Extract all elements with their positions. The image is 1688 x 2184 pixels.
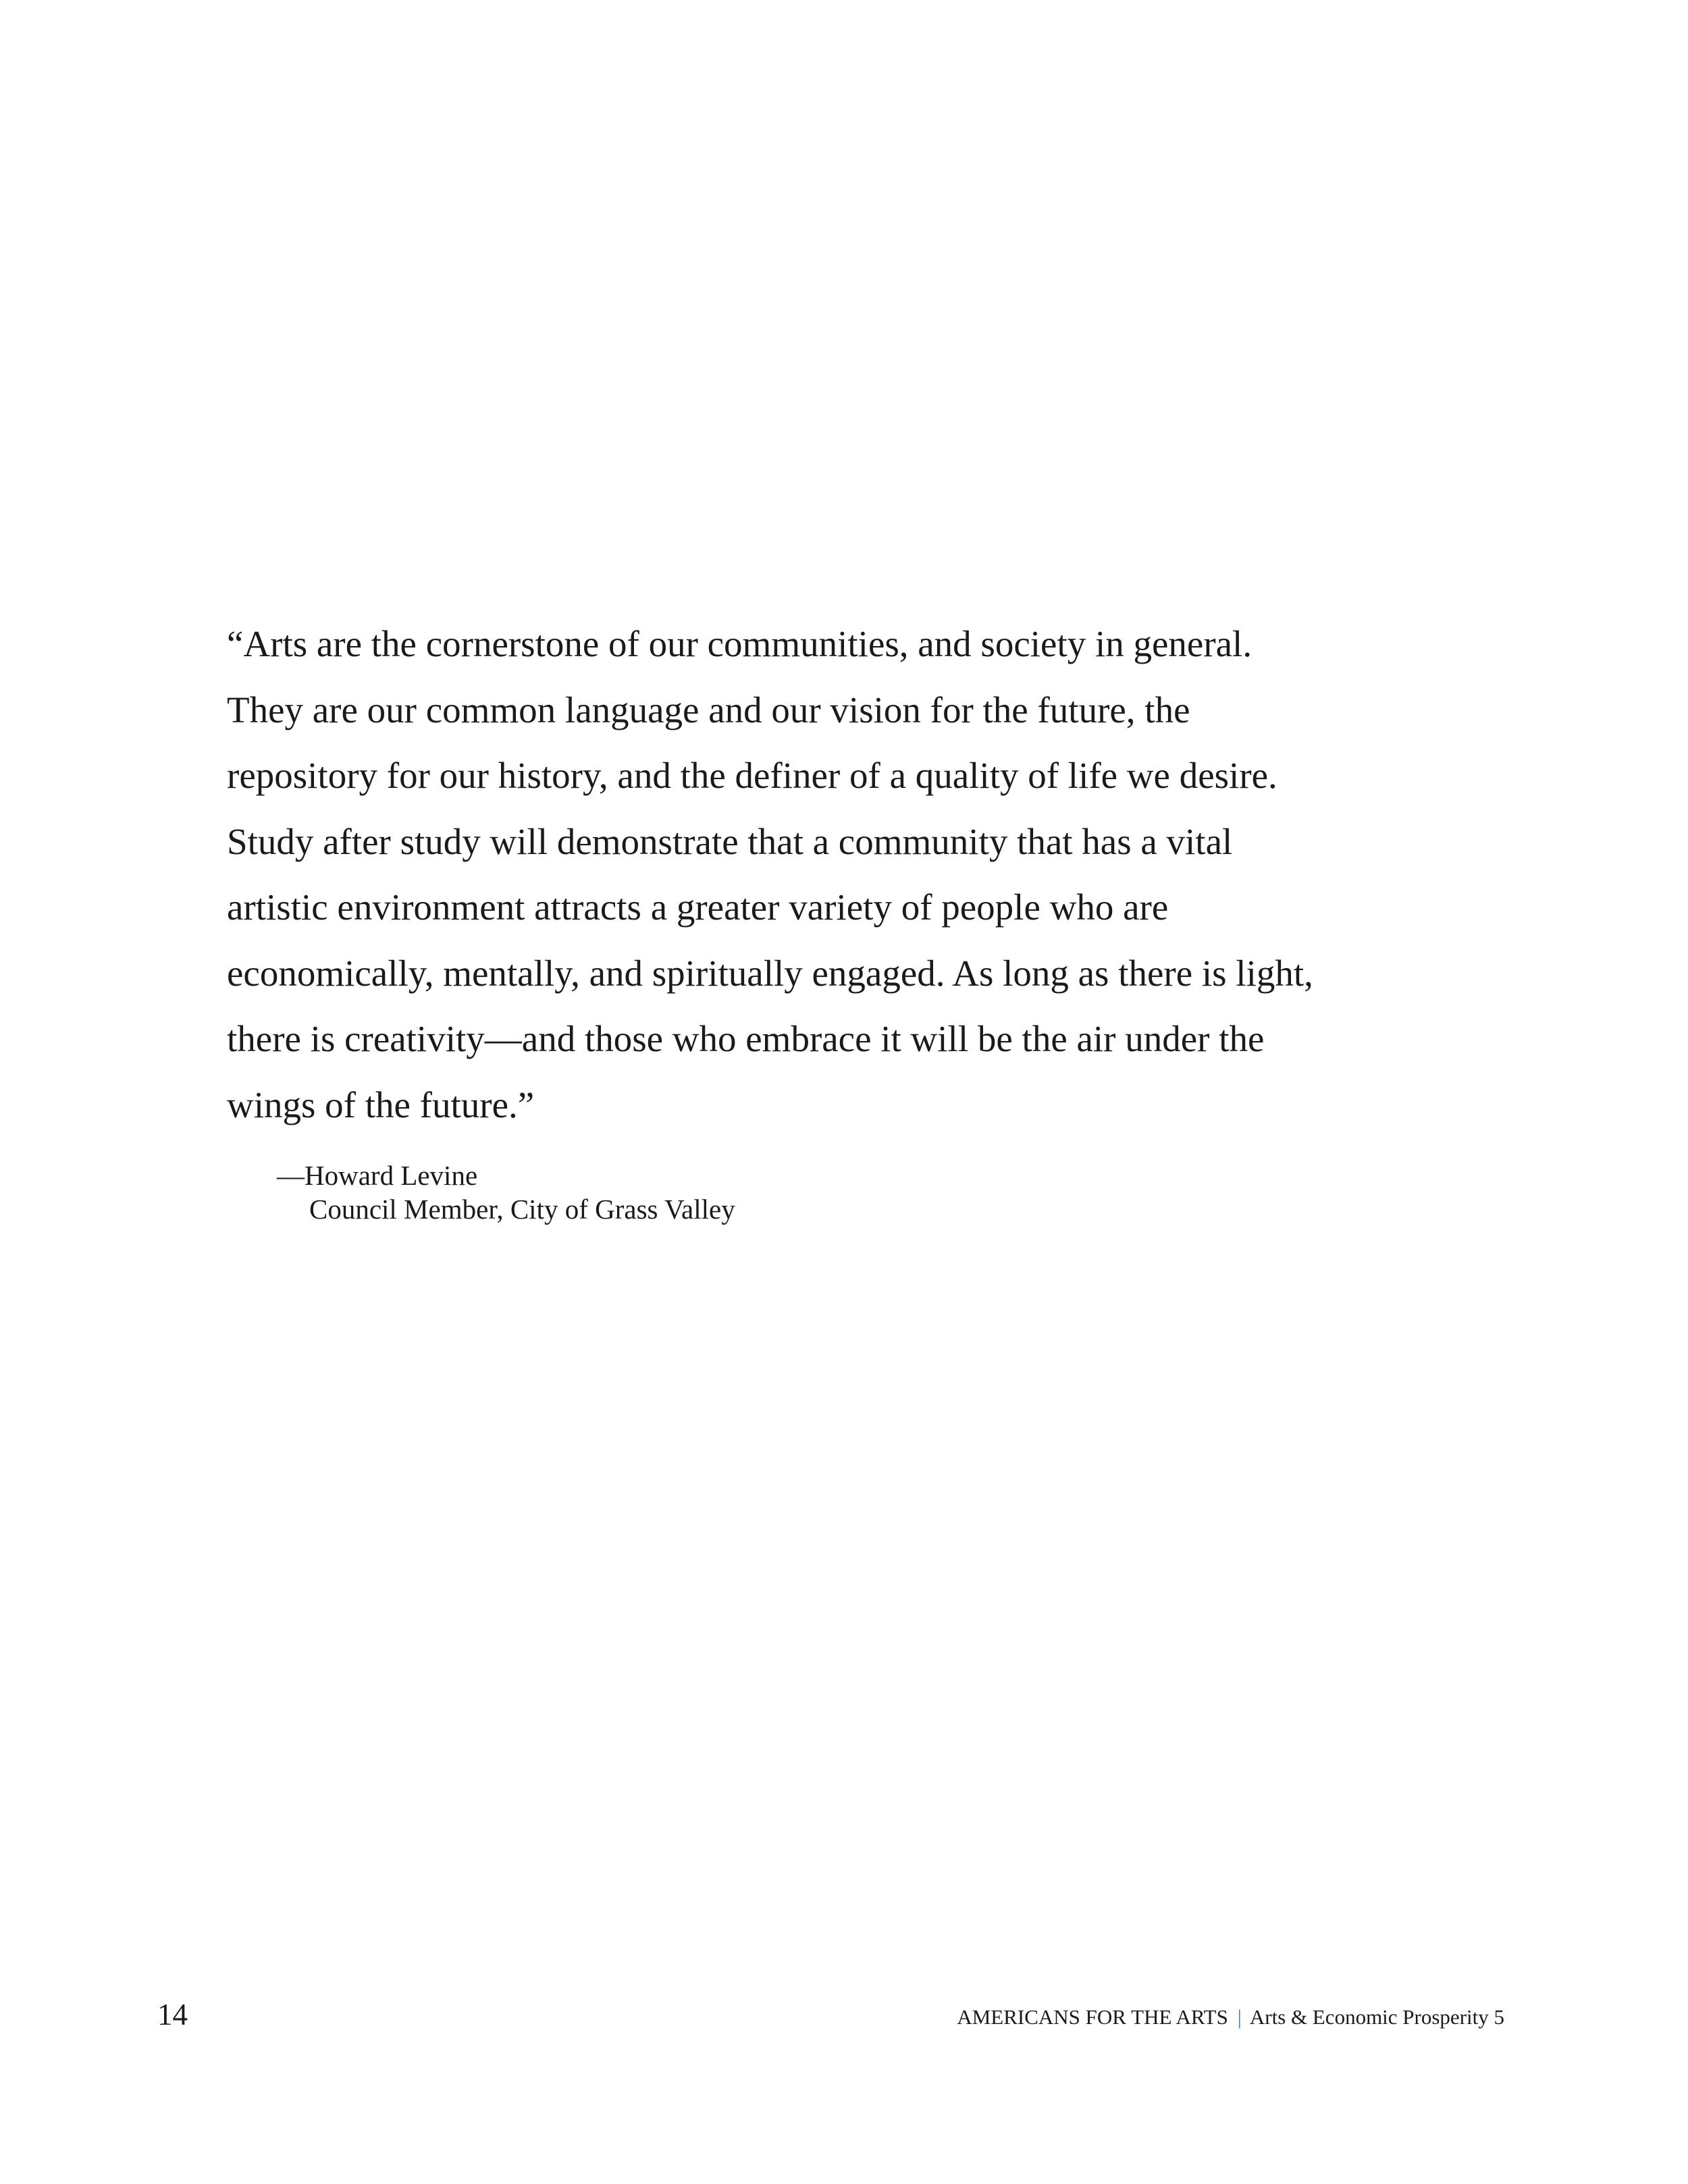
page-number: 14 [157, 1998, 188, 2031]
quote-line: They are our common language and our vision for the future, the [227, 689, 1190, 730]
quote-attribution [277, 1158, 735, 1226]
quote-line: there is creativity—and those who embrace it will be the air under the [227, 1018, 1265, 1059]
footer-separator: | [1237, 2005, 1242, 2029]
quote-line: artistic environment attracts a greater variety of people who are [227, 886, 1169, 928]
attribution-name: —Howard Levine [277, 1160, 478, 1191]
running-footer [957, 2004, 1504, 2031]
quote-line: “Arts are the cornerstone of our communities, and society in general. [227, 623, 1252, 664]
footer-publication: Arts & Economic Prosperity 5 [1249, 2005, 1504, 2029]
quote-line: economically, mentally, and spiritually engaged. As long as there is light, [227, 952, 1313, 994]
quote-block [227, 611, 1442, 1138]
quote-line: Study after study will demonstrate that a community that has a vital [227, 820, 1233, 862]
attribution-title: Council Member, City of Grass Valley [309, 1194, 735, 1225]
quote-line: repository for our history, and the definer of a quality of life we desire. [227, 755, 1277, 796]
quote-line: wings of the future.” [227, 1084, 535, 1125]
footer-publisher: AMERICANS FOR THE ARTS [957, 2005, 1228, 2029]
